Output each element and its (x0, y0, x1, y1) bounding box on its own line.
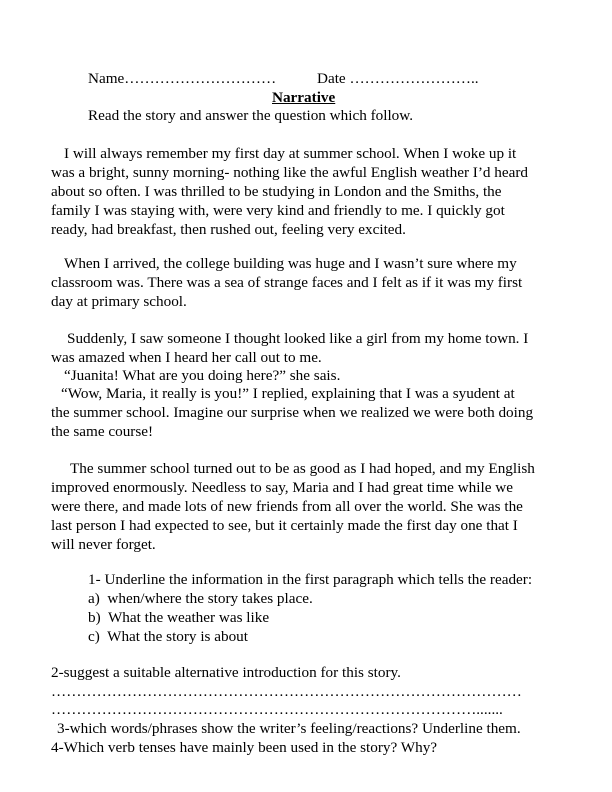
story-line: the summer school. Imagine our surprise when we realized we were both doing (51, 404, 534, 421)
story-line: will never forget. (51, 536, 156, 553)
question-1b: b) What the weather was like (88, 609, 270, 626)
story-line: last person I had expected to see, but it certainly made the first day one that I (51, 517, 518, 534)
question-1c: c) What the story is about (88, 628, 248, 645)
page-title: Narrative (272, 89, 336, 106)
story-line: about so often. I was thrilled to be studying in London and the Smiths, the (51, 183, 502, 200)
story-line: “Juanita! What are you doing here?” she sais. (64, 367, 341, 384)
question-2: 2-suggest a suitable alternative introduction for this story. (51, 664, 401, 681)
instruction-text: Read the story and answer the question which follow. (88, 107, 414, 124)
story-line: I will always remember my first day at summer school. When I woke up it (64, 145, 517, 162)
question-1: 1- Underline the information in the first paragraph which tells the reader: (88, 571, 533, 588)
answer-line: …………………………………………………………………………....... (51, 701, 503, 718)
name-field: Name………………………… (88, 70, 277, 87)
story-line: was amazed when I heard her call out to me. (51, 349, 322, 366)
question-3: 3-which words/phrases show the writer’s feeling/reactions? Underline them. (57, 720, 521, 737)
story-line: family I was staying with, were very kind and friendly to me. I quickly got (51, 202, 505, 219)
story-line: improved enormously. Needless to say, Maria and I had great time while we (51, 479, 513, 496)
question-1a: a) when/where the story takes place. (88, 590, 313, 607)
story-line: Suddenly, I saw someone I thought looked like a girl from my home town. I (67, 330, 529, 347)
question-4: 4-Which verb tenses have mainly been used in the story? Why? (51, 739, 438, 756)
story-line: day at primary school. (51, 293, 187, 310)
story-line: was a bright, sunny morning- nothing like the awful English weather I’d heard (51, 164, 529, 181)
story-line: the same course! (51, 423, 154, 440)
story-line: were there, and made lots of new friends from all over the world. She was the (51, 498, 523, 515)
story-line: classroom was. There was a sea of strange faces and I felt as if it was my first (51, 274, 523, 291)
story-line: ready, had breakfast, then rushed out, feeling very excited. (51, 221, 406, 238)
story-line: “Wow, Maria, it really is you!” I replied, explaining that I was a syudent at (61, 385, 515, 402)
story-line: When I arrived, the college building was huge and I wasn’t sure where my (64, 255, 517, 272)
answer-line: ………………………………………………………………………………… (51, 683, 522, 700)
story-line: The summer school turned out to be as good as I had hoped, and my English (70, 460, 535, 477)
date-field: Date …………………….. (317, 70, 479, 87)
